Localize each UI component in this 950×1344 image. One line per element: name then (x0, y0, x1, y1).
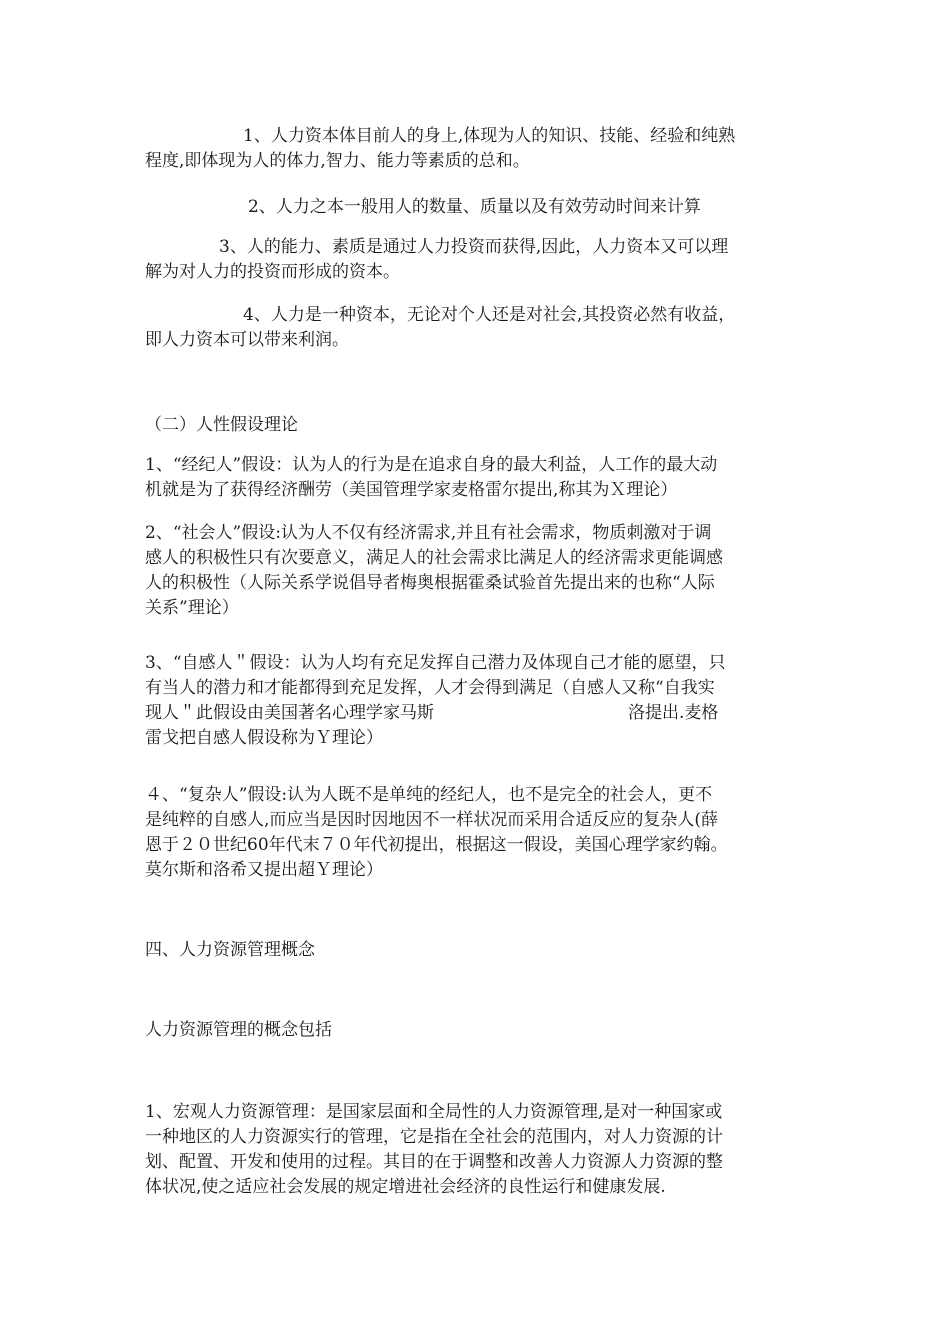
text-fragment: 现人＂此假设由美国著名心理学家马斯 (145, 703, 434, 723)
text-line: 恩于２０世纪60年代末７０年代初提出，根据这一假设，美国心理学家约翰。 (145, 835, 728, 855)
text-line: 划、配置、开发和使用的过程。其目的在于调整和改善人力资源人力资源的整 (145, 1152, 723, 1172)
text-line: 即人力资本可以带来利润。 (145, 330, 349, 350)
text-line: 程度,即体现为人的体力,智力、能力等素质的总和。 (145, 151, 530, 171)
text-line: 解为对人力的投资而形成的资本。 (145, 262, 400, 282)
paragraph-economic-man (145, 453, 805, 503)
text-line: 3、“自感人＂假设：认为人均有充足发挥自己潜力及体现自己才能的愿望，只 (145, 653, 726, 673)
text-line: 人的积极性（人际关系学说倡导者梅奥根据霍桑试验首先提出来的也称“人际 (145, 573, 715, 593)
text-line: 莫尔斯和洛希又提出超Ｙ理论） (145, 860, 383, 880)
text-line: 2、人力之本一般用人的数量、质量以及有效劳动时间来计算 (248, 197, 701, 217)
section-heading-human-nature (145, 413, 805, 438)
text-line: 2、“社会人”假设:认为人不仅有经济需求,并且有社会需求，物质刺激对于调 (145, 523, 712, 543)
text-fragment: 洛提出.麦格 (628, 703, 719, 723)
text-line: 机就是为了获得经济酬劳（美国管理学家麦格雷尔提出,称其为Ｘ理论） (145, 480, 678, 500)
text-line: 关系”理论） (145, 598, 239, 618)
text-line: 体状况,使之适应社会发展的规定增进社会经济的良性运行和健康发展. (145, 1177, 666, 1197)
paragraph-macro-hrm (145, 1100, 805, 1200)
paragraph-capital-4 (145, 303, 805, 353)
heading-text: （二）人性假设理论 (145, 415, 298, 435)
text-line: 感人的积极性只有次要意义，满足人的社会需求比满足人的经济需求更能调感 (145, 548, 723, 568)
text-line: 1、宏观人力资源管理：是国家层面和全局性的人力资源管理,是对一种国家或 (145, 1102, 723, 1122)
text-line: 一种地区的人力资源实行的管理，它是指在全社会的范围内，对人力资源的计 (145, 1127, 723, 1147)
text-line: 4、人力是一种资本，无论对个人还是对社会,其投资必然有收益， (243, 305, 736, 325)
text-line: 是纯粹的自感人,而应当是因时因地因不一样状况而采用合适反应的复杂人(薛 (145, 810, 719, 830)
text-line: ４、“复杂人”假设:认为人既不是单纯的经纪人，也不是完全的社会人，更不 (145, 785, 713, 805)
text-line: 1、“经纪人”假设：认为人的行为是在追求自身的最大利益，人工作的最大动 (145, 455, 718, 475)
paragraph-capital-2 (145, 195, 805, 220)
text-line: 1、人力资本体目前人的身上,体现为人的知识、技能、经验和纯熟 (243, 126, 736, 146)
text-line: 雷戈把自感人假设称为Ｙ理论） (145, 728, 383, 748)
paragraph-complex-man (145, 783, 805, 883)
paragraph-capital-3 (145, 235, 805, 285)
heading-text: 四、人力资源管理概念 (145, 940, 315, 960)
paragraph-self-actualizing-man (145, 651, 805, 751)
text-line: 人力资源管理的概念包括 (145, 1020, 332, 1040)
text-line-split (145, 701, 805, 726)
text-line: 3、人的能力、素质是通过人力投资而获得,因此，人力资本又可以理 (219, 237, 729, 257)
paragraph-social-man (145, 521, 805, 621)
paragraph-capital-1 (145, 124, 805, 174)
section-heading-hrm-concept (145, 938, 805, 963)
paragraph-hrm-intro (145, 1018, 805, 1043)
text-line: 有当人的潜力和才能都得到充足发挥，人才会得到满足（自感人又称“自我实 (145, 678, 715, 698)
